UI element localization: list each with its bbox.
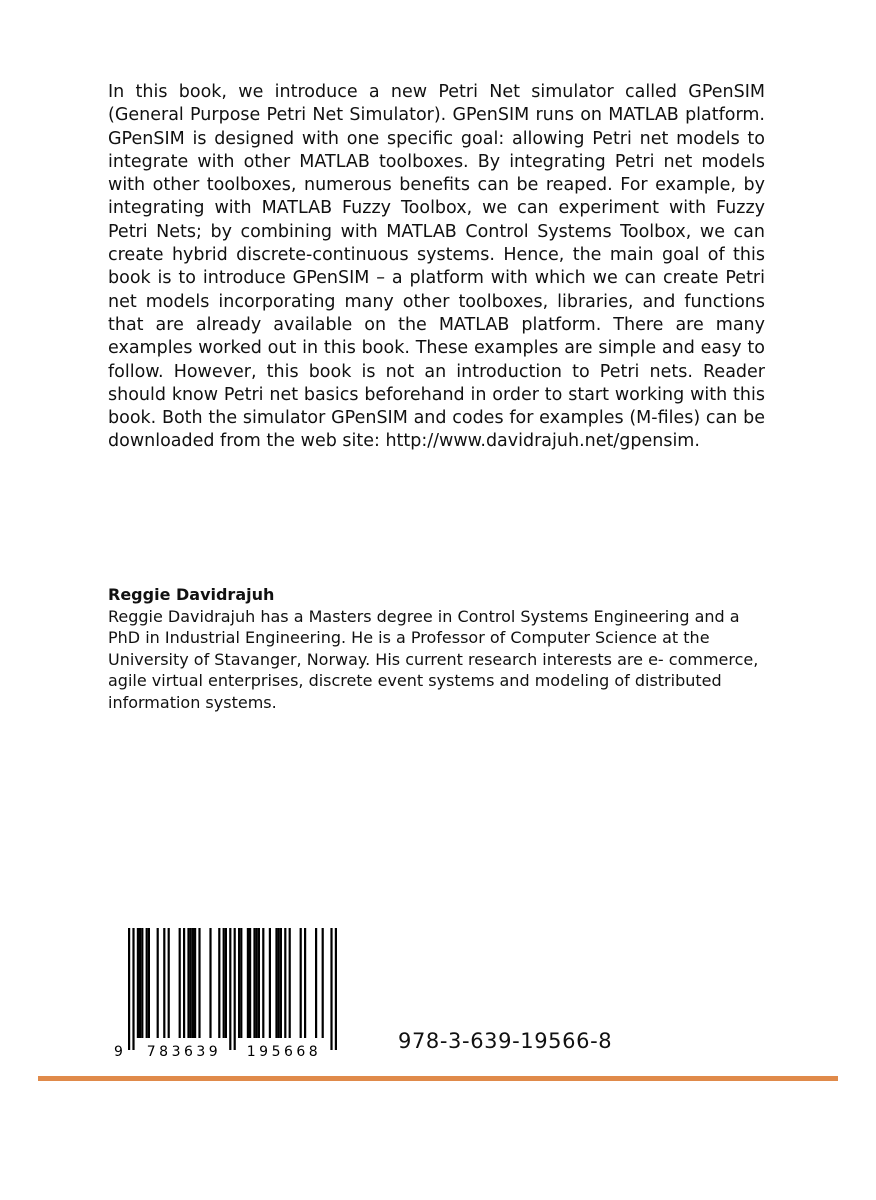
- barcode-bar: [146, 928, 148, 1038]
- barcode-bar: [249, 928, 251, 1038]
- barcode-bar: [225, 928, 227, 1038]
- barcode-bar: [315, 928, 317, 1038]
- barcode-left-digits: 783639: [146, 1044, 222, 1058]
- barcode-bar: [335, 928, 337, 1050]
- barcode-bar: [280, 928, 282, 1038]
- author-name: Reggie Davidrajuh: [108, 585, 275, 604]
- barcode-bar: [258, 928, 260, 1038]
- barcode-bar: [148, 928, 150, 1038]
- author-section: [108, 584, 768, 713]
- barcode-bar: [223, 928, 225, 1038]
- author-bio: Reggie Davidrajuh has a Masters degree in Control Systems Engineering and a PhD in Industrial Engineering. He is a Professor of Computer Science at the University of Stavanger, Norway. His current research interests are e- commerce, agile virtual enterprises, discrete event systems and modeling of distributed information systems.: [108, 606, 759, 712]
- barcode-bar: [240, 928, 242, 1038]
- barcode-bar: [229, 928, 231, 1050]
- barcode-bar: [168, 928, 170, 1038]
- barcode-bar: [190, 928, 192, 1038]
- barcode-bar: [269, 928, 271, 1038]
- barcode-right-digits: 195668: [246, 1044, 322, 1058]
- barcode-bar: [218, 928, 220, 1038]
- barcode-bar: [278, 928, 280, 1038]
- barcode-bar: [132, 928, 134, 1050]
- isbn-number: 978-3-639-19566-8: [398, 1029, 613, 1053]
- barcode-bar: [300, 928, 302, 1038]
- isbn-barcode: [114, 928, 354, 1058]
- barcode-bar: [183, 928, 185, 1038]
- barcode-bar: [194, 928, 196, 1038]
- barcode-bar: [157, 928, 159, 1038]
- footer-divider: [38, 1076, 838, 1081]
- barcode-bar: [238, 928, 240, 1038]
- barcode-bar: [139, 928, 141, 1038]
- barcode-bar: [304, 928, 306, 1038]
- barcode-bar: [137, 928, 139, 1038]
- barcode-bar: [253, 928, 255, 1038]
- barcode-bar: [247, 928, 249, 1038]
- barcode-bar: [262, 928, 264, 1038]
- barcode-bar: [330, 928, 332, 1050]
- barcode-bar: [322, 928, 324, 1038]
- barcode-bar: [192, 928, 194, 1038]
- barcode-bar: [289, 928, 291, 1038]
- barcode-lead-digit: 9: [114, 1044, 123, 1058]
- barcode-bar: [128, 928, 130, 1050]
- book-blurb: In this book, we introduce a new Petri Net simulator called GPenSIM (General Purpose Petri Net Simulator). GPenSIM runs on MATLAB platform. GPenSIM is designed with one specific goal: allowing Petri net models to integrate with other MATLAB toolboxes. By integrating Petri net models with other toolboxes, numerous benefits can be reaped. For example, by integrating with MATLAB Fuzzy Toolbox, we can experiment with Fuzzy Petri Nets; by combining with MATLAB Control Systems Toolbox, we can create hybrid discrete-continuous systems. Hence, the main goal of this book is to introduce GPenSIM – a platform with which we can create Petri net models incorporating many other toolboxes, libraries, and functions that are already available on the MATLAB platform. There are many examples worked out in this book. These examples are simple and easy to follow. However, this book is not an introduction to Petri nets. Reader should know Petri net basics beforehand in order to start working with this book. Both the simulator GPenSIM and codes for examples (M-files) can be downloaded from the web site: http://www.davidrajuh.net/gpensim.: [108, 82, 765, 452]
- barcode-bar: [209, 928, 211, 1038]
- barcode-bar: [234, 928, 236, 1050]
- barcode-bar: [198, 928, 200, 1038]
- barcode-bar: [179, 928, 181, 1038]
- barcode-bar: [284, 928, 286, 1038]
- barcode-bar: [187, 928, 189, 1038]
- barcode-bar: [275, 928, 277, 1038]
- barcode-bar: [163, 928, 165, 1038]
- barcode-bar: [141, 928, 143, 1038]
- barcode-bar: [256, 928, 258, 1038]
